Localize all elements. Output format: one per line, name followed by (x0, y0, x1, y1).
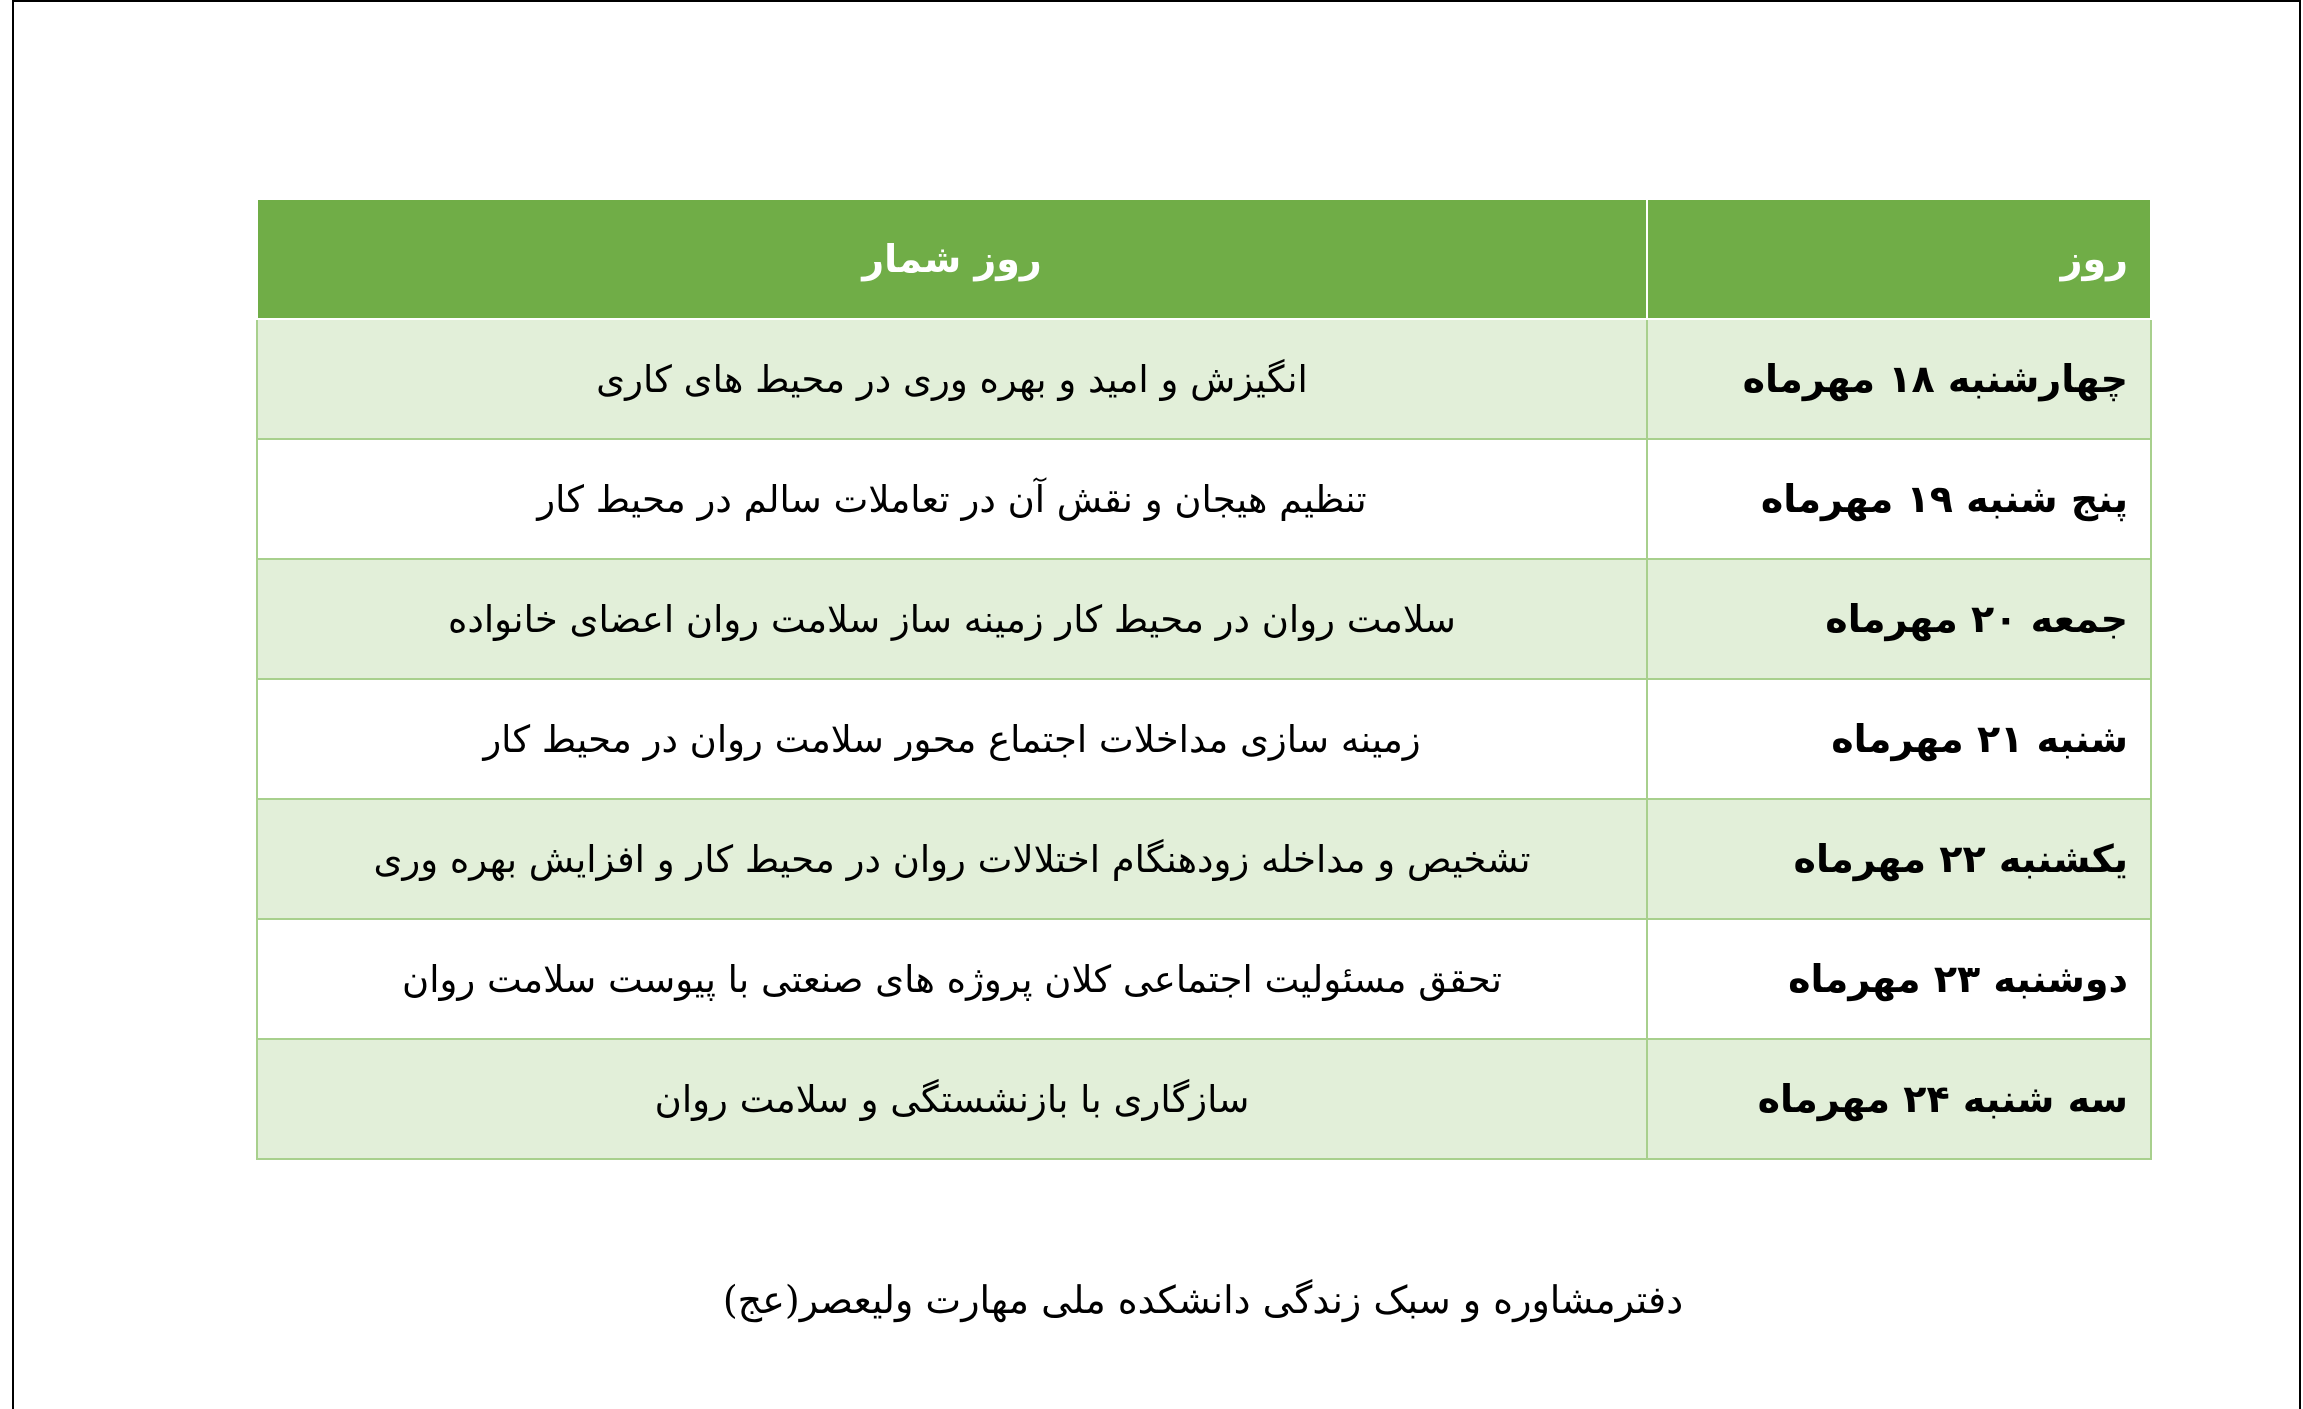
topic-cell: زمینه سازی مداخلات اجتماع محور سلامت روان در محیط کار (257, 679, 1647, 799)
day-cell: سه شنبه ۲۴ مهرماه (1647, 1039, 2151, 1159)
header-day: روز (1647, 199, 2151, 319)
day-cell: شنبه ۲۱ مهرماه (1647, 679, 2151, 799)
day-cell: چهارشنبه ۱۸ مهرماه (1647, 319, 2151, 439)
topic-cell: تحقق مسئولیت اجتماعی کلان پروژه های صنعتی با پیوست سلامت روان (257, 919, 1647, 1039)
day-cell: پنج شنبه ۱۹ مهرماه (1647, 439, 2151, 559)
table-row (257, 559, 2151, 679)
footer-note: دفترمشاوره و سبک زندگی دانشکده ملی مهارت ولیعصر(عج) (722, 1278, 1684, 1322)
table-row (257, 919, 2151, 1039)
day-cell: دوشنبه ۲۳ مهرماه (1647, 919, 2151, 1039)
table-row (257, 679, 2151, 799)
table-row (257, 1039, 2151, 1159)
table-row (257, 799, 2151, 919)
table-row (257, 319, 2151, 439)
schedule-table (256, 198, 2152, 1160)
day-cell: یکشنبه ۲۲ مهرماه (1647, 799, 2151, 919)
topic-cell: انگیزش و امید و بهره وری در محیط های کاری (257, 319, 1647, 439)
day-cell: جمعه ۲۰ مهرماه (1647, 559, 2151, 679)
table-header-row (257, 199, 2151, 319)
header-topic: روز شمار (257, 199, 1647, 319)
topic-cell: سلامت روان در محیط کار زمینه ساز سلامت روان اعضای خانواده (257, 559, 1647, 679)
topic-cell: تشخیص و مداخله زودهنگام اختلالات روان در محیط کار و افزایش بهره وری (257, 799, 1647, 919)
table-row (257, 439, 2151, 559)
topic-cell: تنظیم هیجان و نقش آن در تعاملات سالم در محیط کار (257, 439, 1647, 559)
topic-cell: سازگاری با بازنشستگی و سلامت روان (257, 1039, 1647, 1159)
